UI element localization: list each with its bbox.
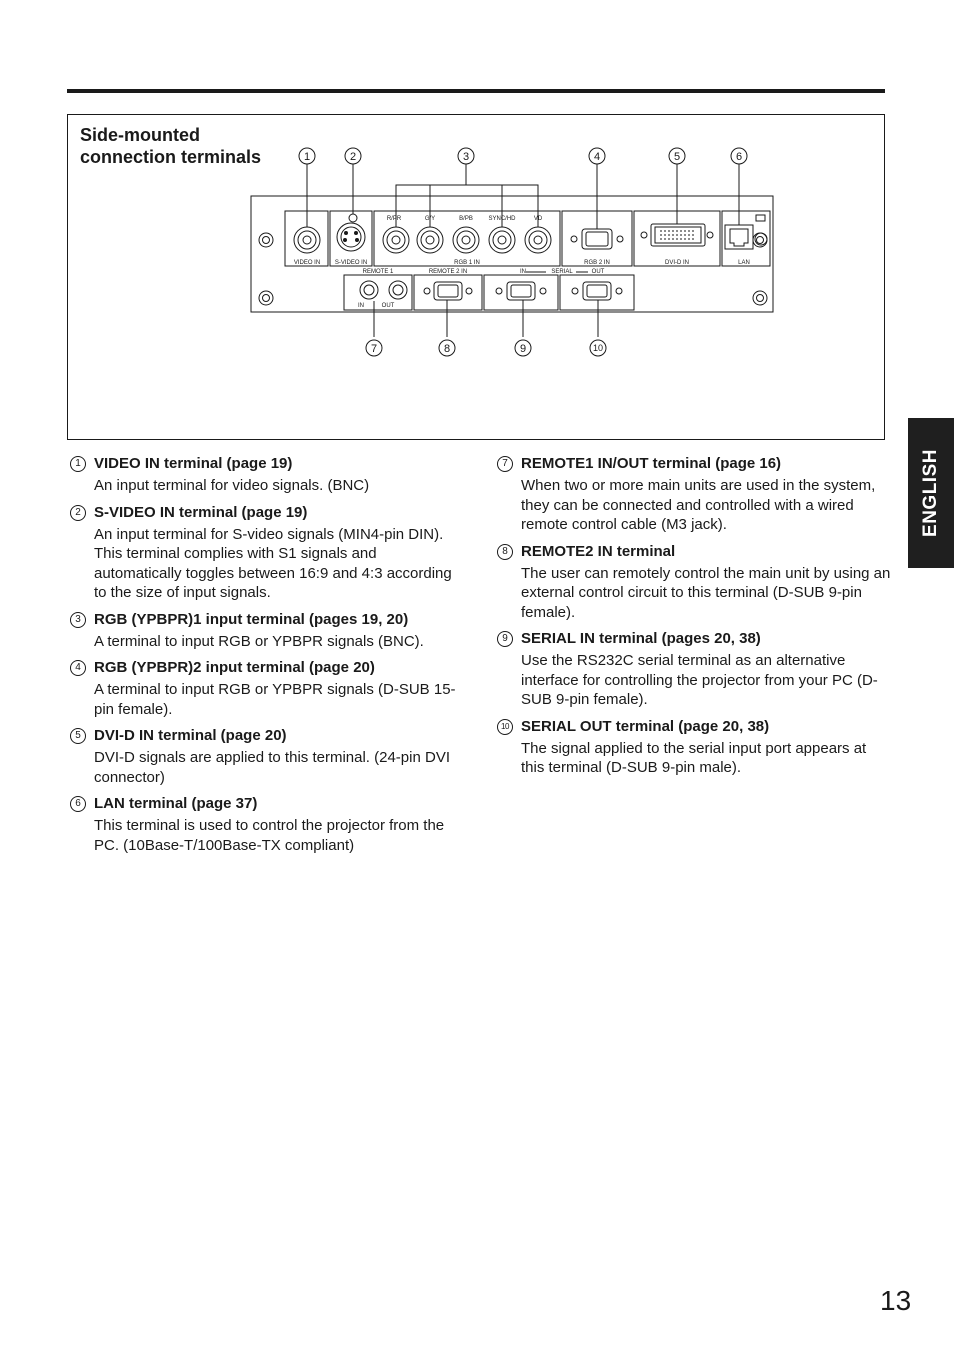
item-number: 6 [70,796,86,812]
page-number: 13 [880,1285,912,1316]
callout-8: 8 [443,343,451,355]
item-title: RGB (YPBPR)1 input terminal (pages 19, 20) [94,610,409,628]
language-tab-label: ENGLISH [920,449,941,537]
item-number: 1 [70,456,86,472]
list-item [497,542,892,623]
label-serial: SERIAL [551,269,573,275]
bnc-connector-icon [489,227,515,253]
bnc-connector-icon [417,227,443,253]
list-item [70,726,460,787]
item-description: When two or more main units are used in the system, they can be connected and controlled with a wired remote control cable (M3 jack). [521,477,876,533]
figure-title-line2: connection terminals [80,147,262,167]
item-number: 7 [497,456,513,472]
item-title: RGB (YPBPR)2 input terminal (page 20) [94,659,375,676]
dvi-connector-icon [641,224,713,246]
right-column [497,454,892,785]
callout-4: 4 [593,151,601,163]
left-column [70,454,460,862]
item-number: 5 [70,728,86,744]
list-item [497,717,892,778]
list-item [70,610,460,652]
item-number: 2 [70,505,86,521]
item-description: A terminal to input RGB or YPBPR signals (BNC). [94,632,424,650]
item-title: SERIAL IN terminal (pages 20, 38) [521,630,761,647]
item-title: SERIAL OUT terminal (page 20, 38) [521,717,770,735]
list-item [497,454,892,535]
language-tab [908,418,954,568]
item-title: REMOTE2 IN terminal [521,542,676,560]
label-remote1-out: OUT [381,303,395,309]
label-s-video-in: S-VIDEO IN [334,260,368,266]
figure-title-line1: Side-mounted [80,125,200,145]
d-sub-9-connector-icon [424,282,472,300]
item-title: REMOTE1 IN/OUT terminal (page 16) [521,455,782,472]
list-item [70,794,460,855]
bnc-connector-icon [294,227,320,253]
label-r-pr: R/PR [386,216,402,222]
d-sub-9-connector-icon [496,282,546,300]
label-remote2-in: REMOTE 2 IN [428,269,468,275]
item-description: A terminal to input RGB or YPBPR signals (D-SUB 15-pin female). [94,681,456,718]
label-remote1-in: IN [358,303,364,309]
label-dvi-d-in: DVI-D IN [665,260,689,266]
item-description: This terminal is used to control the projector from the PC. (10Base-T/100Base-TX compliant) [94,817,445,854]
item-title: LAN terminal (page 37) [94,795,258,812]
callout-2: 2 [349,151,357,163]
screw-icon [753,291,767,305]
item-title: S-VIDEO IN terminal (page 19) [94,503,308,521]
label-rgb2-in: RGB 2 IN [584,260,610,266]
label-g-y: G/Y [424,216,436,222]
label-sync-hd: SYNC/HD [488,216,516,222]
item-number: 9 [497,631,513,647]
item-number: 10 [497,719,513,735]
label-video-in: VIDEO IN [293,260,321,266]
item-description: An input terminal for S-video signals (MIN4-pin DIN). This terminal complies with S1 signals and automatically toggles between 16:9 and 4:3 according to the size of input signals. [94,525,452,601]
list-item [497,629,892,710]
list-item [70,658,460,719]
label-vd: VD [533,216,543,222]
item-description: The signal applied to the serial input port appears at this terminal (D-SUB 9-pin male). [521,739,867,776]
label-rgb1-in: RGB 1 IN [454,260,480,266]
item-description: An input terminal for video signals. (BNC) [94,477,370,494]
d-sub-9-connector-icon [572,282,622,300]
d-sub-15-connector-icon [571,229,623,249]
list-item [70,454,460,496]
item-title: DVI-D IN terminal (page 20) [94,727,287,744]
label-serial-in: IN [520,269,526,275]
mini-jack-icon [360,281,378,299]
terminal-panel-diagram [68,115,884,439]
list-item [70,503,460,603]
callout-3: 3 [462,151,470,163]
callout-1: 1 [303,151,311,163]
mini-jack-icon [389,281,407,299]
s-video-connector-icon [337,214,365,251]
callout-9: 9 [519,343,527,355]
top-rule [67,89,885,93]
callout-10: 10 [592,343,604,353]
bnc-connector-icon [453,227,479,253]
item-number: 3 [70,612,86,628]
item-description: The user can remotely control the main unit by using an external control circuit to this terminal (D-SUB 9-pin female). [521,564,891,621]
screw-icon [259,291,273,305]
terminal-diagram-figure [67,114,885,440]
bnc-connector-icon [383,227,409,253]
item-description: Use the RS232C serial terminal as an alternative interface for controlling the projector from your PC (D-SUB 9-pin female). [521,652,878,708]
label-remote1: REMOTE 1 [362,269,394,275]
callout-6: 6 [735,151,743,163]
item-title: VIDEO IN terminal (page 19) [94,455,293,472]
label-b-pb: B/PB [459,216,473,222]
callout-5: 5 [673,151,681,163]
label-lan: LAN [738,260,750,266]
label-serial-out: OUT [591,269,605,275]
bnc-connector-icon [525,227,551,253]
item-number: 8 [497,544,513,560]
callout-7: 7 [370,343,378,355]
item-number: 4 [70,660,86,676]
panel-outline [251,196,773,312]
item-description: DVI-D signals are applied to this terminal. (24-pin DVI connector) [94,749,450,786]
screw-icon [259,233,273,247]
